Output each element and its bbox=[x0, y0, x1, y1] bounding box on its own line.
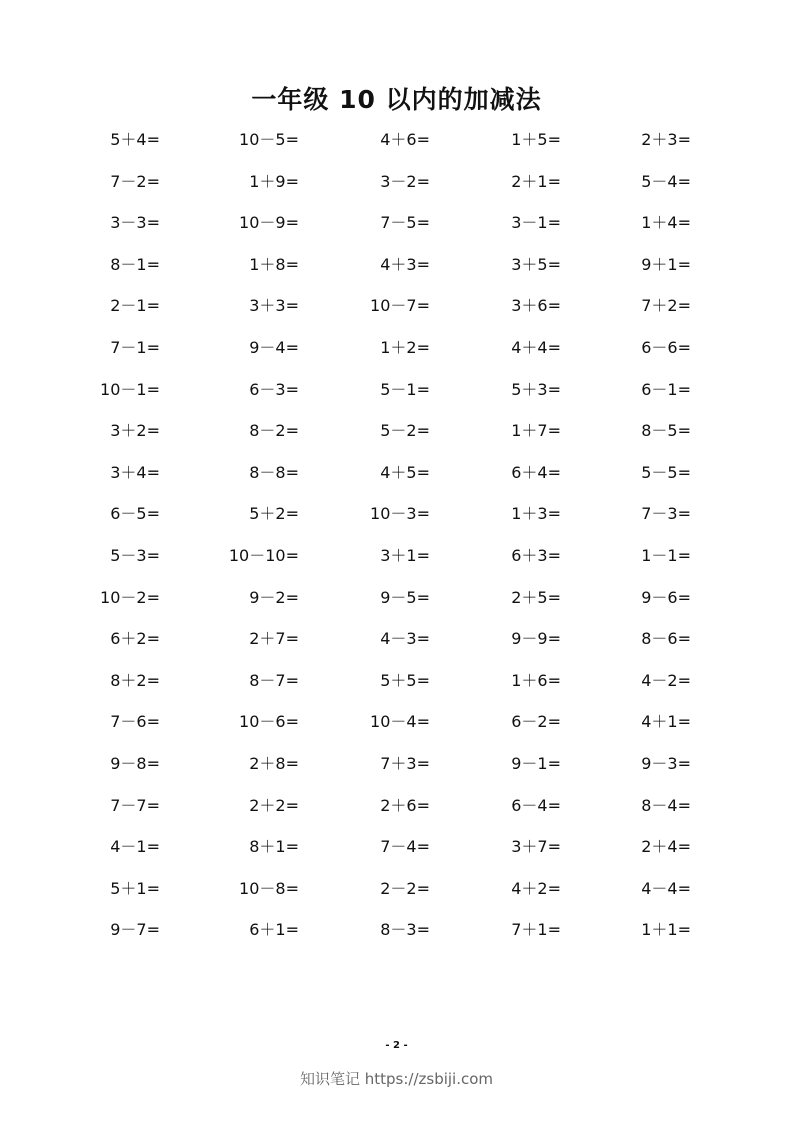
problem-cell: 7－2= bbox=[110, 171, 160, 191]
problem-cell: 7－7= bbox=[110, 795, 160, 815]
problem-cell: 7＋2= bbox=[641, 296, 691, 316]
problem-cell: 1－1= bbox=[641, 546, 691, 565]
problem-cell: 9＋1= bbox=[641, 254, 691, 274]
problem-cell: 2－1= bbox=[110, 296, 160, 316]
problem-cell: 5－3= bbox=[110, 546, 160, 565]
problem-cell: 2＋8= bbox=[249, 754, 299, 773]
problem-cell: 4＋6= bbox=[380, 130, 430, 149]
problem-cell: 3＋5= bbox=[511, 254, 561, 274]
problem-cell: 2＋1= bbox=[511, 171, 561, 191]
problem-cell: 9－5= bbox=[380, 587, 430, 607]
problem-cell: 7＋1= bbox=[511, 920, 561, 940]
problem-cell: 7－5= bbox=[380, 213, 430, 233]
problem-row bbox=[0, 253, 793, 277]
problem-cell: 3＋1= bbox=[380, 546, 430, 565]
problem-row bbox=[0, 710, 793, 734]
problem-cell: 5＋3= bbox=[511, 379, 561, 399]
problem-row bbox=[0, 669, 793, 693]
problem-cell: 2－2= bbox=[380, 878, 430, 898]
problem-cell: 10－9= bbox=[239, 213, 299, 233]
problem-cell: 10－8= bbox=[239, 878, 299, 898]
problem-cell: 8－2= bbox=[249, 421, 299, 441]
problem-cell: 5－5= bbox=[641, 462, 691, 482]
problem-cell: 1＋2= bbox=[380, 338, 430, 357]
problem-cell: 3－2= bbox=[380, 171, 430, 191]
problem-cell: 8－8= bbox=[249, 462, 299, 482]
problem-row bbox=[0, 835, 793, 859]
problem-cell: 6＋4= bbox=[511, 462, 561, 482]
problem-cell: 10－3= bbox=[370, 504, 430, 524]
problem-cell: 8－4= bbox=[641, 795, 691, 815]
problem-row bbox=[0, 502, 793, 526]
problem-cell: 7－3= bbox=[641, 504, 691, 524]
problem-cell: 10－10= bbox=[228, 546, 299, 565]
problem-cell: 9－7= bbox=[110, 920, 160, 940]
problem-cell: 1＋4= bbox=[641, 213, 691, 233]
page-number: - 2 - bbox=[385, 1040, 408, 1051]
problem-cell: 1＋7= bbox=[511, 421, 561, 441]
problem-cell: 2＋2= bbox=[249, 795, 299, 815]
problem-row bbox=[0, 752, 793, 776]
problem-cell: 10－7= bbox=[370, 296, 430, 316]
problem-row bbox=[0, 336, 793, 360]
problem-cell: 3－1= bbox=[511, 213, 561, 233]
problem-cell: 7－1= bbox=[110, 338, 160, 357]
problem-cell: 3－3= bbox=[110, 213, 160, 233]
problem-cell: 5－1= bbox=[380, 379, 430, 399]
problem-cell: 9－4= bbox=[249, 338, 299, 357]
problem-row bbox=[0, 627, 793, 651]
problem-row bbox=[0, 877, 793, 901]
problem-cell: 9－2= bbox=[249, 587, 299, 607]
problem-row bbox=[0, 544, 793, 568]
problem-cell: 6－6= bbox=[641, 338, 691, 357]
problem-cell: 5＋1= bbox=[110, 878, 160, 898]
problem-cell: 3＋3= bbox=[249, 296, 299, 316]
problem-row bbox=[0, 918, 793, 942]
problem-cell: 1＋1= bbox=[641, 920, 691, 940]
problem-cell: 4＋2= bbox=[511, 878, 561, 898]
problem-cell: 2＋6= bbox=[380, 795, 430, 815]
problem-cell: 2＋7= bbox=[249, 629, 299, 649]
problem-row bbox=[0, 794, 793, 818]
problem-cell: 6－3= bbox=[249, 379, 299, 399]
problem-cell: 6＋1= bbox=[249, 920, 299, 940]
problem-row bbox=[0, 294, 793, 318]
problem-cell: 5－2= bbox=[380, 421, 430, 441]
problem-cell: 6＋3= bbox=[511, 546, 561, 565]
problem-cell: 10－5= bbox=[239, 130, 299, 149]
problem-cell: 2＋3= bbox=[641, 130, 691, 149]
problem-cell: 6＋2= bbox=[110, 629, 160, 649]
problem-cell: 3＋7= bbox=[511, 837, 561, 857]
page-title: 一年级 10 以内的加减法 bbox=[251, 85, 542, 114]
problem-cell: 10－1= bbox=[100, 379, 160, 399]
problem-cell: 8－5= bbox=[641, 421, 691, 441]
problem-cell: 7＋3= bbox=[380, 754, 430, 773]
problem-cell: 9－1= bbox=[511, 754, 561, 773]
problem-cell: 8＋2= bbox=[110, 670, 160, 690]
problem-row bbox=[0, 461, 793, 485]
problem-cell: 9－9= bbox=[511, 629, 561, 649]
problem-cell: 1＋9= bbox=[249, 171, 299, 191]
problem-cell: 6－4= bbox=[511, 795, 561, 815]
problem-cell: 2＋4= bbox=[641, 837, 691, 857]
problem-row bbox=[0, 170, 793, 194]
problem-row bbox=[0, 586, 793, 610]
footer-watermark: 知识笔记 https://zsbiji.com bbox=[299, 1070, 494, 1088]
problem-row bbox=[0, 419, 793, 443]
problem-cell: 6－2= bbox=[511, 712, 561, 732]
problem-cell: 9－6= bbox=[641, 587, 691, 607]
problem-cell: 4＋4= bbox=[511, 338, 561, 357]
problem-row bbox=[0, 128, 793, 152]
problem-cell: 1＋5= bbox=[511, 130, 561, 149]
problem-cell: 4＋5= bbox=[380, 462, 430, 482]
problem-cell: 5＋4= bbox=[110, 130, 160, 149]
problem-cell: 8－6= bbox=[641, 629, 691, 649]
problem-cell: 4－4= bbox=[641, 878, 691, 898]
problem-cell: 10－4= bbox=[370, 712, 430, 732]
problem-cell: 4－3= bbox=[380, 629, 430, 649]
problem-row bbox=[0, 211, 793, 235]
problem-cell: 8－3= bbox=[380, 920, 430, 940]
problem-cell: 4－1= bbox=[110, 837, 160, 857]
problem-cell: 1＋3= bbox=[511, 504, 561, 524]
problem-cell: 2＋5= bbox=[511, 587, 561, 607]
problem-cell: 4＋1= bbox=[641, 712, 691, 732]
problem-cell: 5－4= bbox=[641, 171, 691, 191]
problem-cell: 3＋2= bbox=[110, 421, 160, 441]
problem-cell: 4＋3= bbox=[380, 254, 430, 274]
problem-row bbox=[0, 378, 793, 402]
problem-cell: 9－8= bbox=[110, 754, 160, 773]
problem-cell: 1＋6= bbox=[511, 670, 561, 690]
problem-cell: 3＋6= bbox=[511, 296, 561, 316]
problem-cell: 9－3= bbox=[641, 754, 691, 773]
problem-cell: 6－5= bbox=[110, 504, 160, 524]
problem-cell: 3＋4= bbox=[110, 462, 160, 482]
problem-cell: 10－2= bbox=[100, 587, 160, 607]
problem-cell: 8－1= bbox=[110, 254, 160, 274]
problem-cell: 4－2= bbox=[641, 670, 691, 690]
problem-cell: 8＋1= bbox=[249, 837, 299, 857]
problem-cell: 8－7= bbox=[249, 670, 299, 690]
problem-cell: 6－1= bbox=[641, 379, 691, 399]
problem-cell: 5＋2= bbox=[249, 504, 299, 524]
problem-cell: 1＋8= bbox=[249, 254, 299, 274]
problem-cell: 7－4= bbox=[380, 837, 430, 857]
problem-cell: 10－6= bbox=[239, 712, 299, 732]
problem-cell: 5＋5= bbox=[380, 670, 430, 690]
problem-cell: 7－6= bbox=[110, 712, 160, 732]
